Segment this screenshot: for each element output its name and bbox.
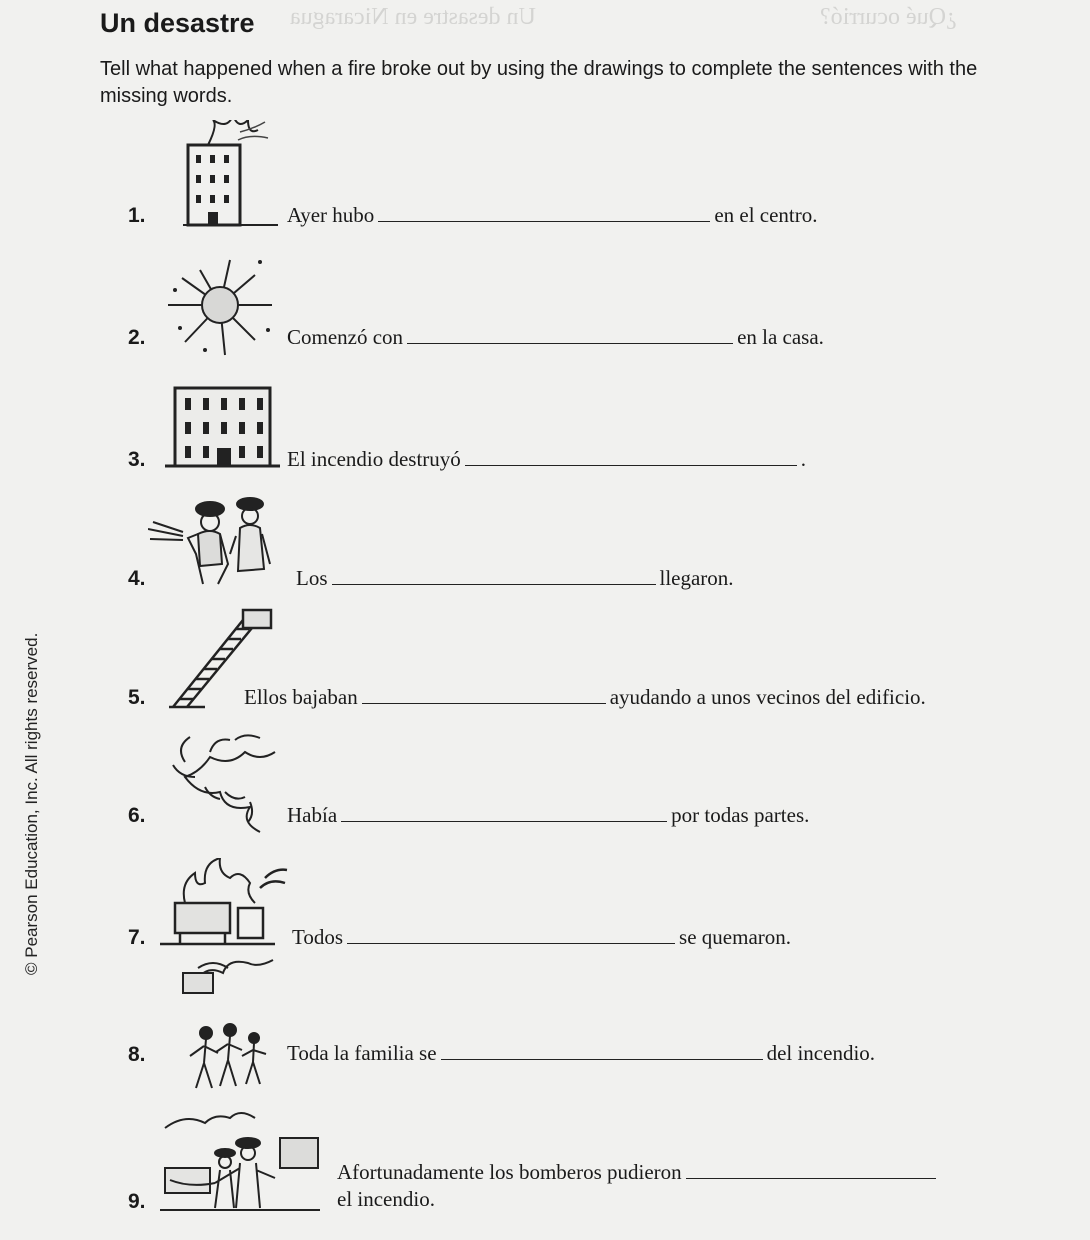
item-number: 2.: [128, 326, 146, 349]
bleed-through-text: ¿Qué ocurrió?: [820, 4, 957, 30]
sentence-text: Comenzó con: [287, 325, 404, 349]
explosion-icon: [160, 250, 280, 360]
sentence-text: El incendio destruyó: [287, 447, 461, 471]
copyright-notice: © Pearson Education, Inc. All rights reserved.: [22, 632, 41, 975]
answer-blank[interactable]: [441, 1041, 763, 1060]
answer-blank[interactable]: [332, 566, 656, 585]
answer-blank[interactable]: [686, 1160, 936, 1179]
sentence-text: Todos: [292, 925, 344, 949]
sentence-5: [244, 685, 926, 710]
sentence-text: Toda la familia se: [287, 1041, 437, 1065]
item-number: 7.: [128, 926, 146, 949]
answer-blank[interactable]: [407, 325, 733, 344]
sentence-text: por todas partes.: [671, 803, 810, 827]
sentence-text: llegaron.: [659, 566, 734, 590]
answer-blank[interactable]: [341, 803, 667, 822]
sentence-text: del incendio.: [766, 1041, 876, 1065]
page-title: Un desastre: [100, 8, 255, 38]
item-number: 9.: [128, 1190, 146, 1213]
sentence-3: [287, 447, 806, 472]
sentence-text: Ayer hubo: [287, 203, 375, 227]
answer-blank[interactable]: [465, 447, 797, 466]
sentence-7: [292, 925, 791, 950]
sentence-1: [287, 203, 818, 228]
sentence-6: [287, 803, 809, 828]
item-number: 3.: [128, 448, 146, 471]
bleed-through-text: Un desastre en Nicaragua: [290, 4, 536, 30]
answer-blank[interactable]: [378, 203, 710, 222]
sentence-9-line2: [337, 1187, 435, 1212]
sentence-text: ayudando a unos vecinos del edificio.: [609, 685, 926, 709]
sentence-text: Había: [287, 803, 338, 827]
answer-blank[interactable]: [362, 685, 606, 704]
sentence-text: en la casa.: [737, 325, 824, 349]
sentence-9-line1: [337, 1160, 940, 1185]
item-number: 4.: [128, 567, 146, 590]
sentence-4: [296, 566, 734, 591]
item-number: 8.: [128, 1043, 146, 1066]
sentence-text: el incendio.: [337, 1187, 435, 1211]
family-escaping-icon: [178, 958, 278, 1093]
sentence-8: [287, 1041, 875, 1066]
item-number: 5.: [128, 686, 146, 709]
sentence-text: Los: [296, 566, 328, 590]
burning-building-icon: [178, 120, 288, 230]
sentence-text: en el centro.: [714, 203, 818, 227]
burning-furniture-icon: [160, 858, 300, 948]
firefighters-hose-icon: [160, 1108, 325, 1213]
sentence-text: .: [800, 447, 807, 471]
item-number: 6.: [128, 804, 146, 827]
answer-blank[interactable]: [347, 925, 675, 944]
firefighters-icon: [148, 494, 288, 594]
instructions: Tell what happened when a fire broke out by using the drawings to complete the sentences with the missing words.: [100, 58, 978, 107]
sentence-2: [287, 325, 824, 350]
building-icon: [165, 378, 280, 473]
sentence-text: Afortunadamente los bomberos pudieron: [337, 1160, 682, 1184]
smoke-icon: [165, 732, 285, 837]
sentence-text: Ellos bajaban: [244, 685, 358, 709]
sentence-text: se quemaron.: [679, 925, 792, 949]
item-number: 1.: [128, 204, 146, 227]
